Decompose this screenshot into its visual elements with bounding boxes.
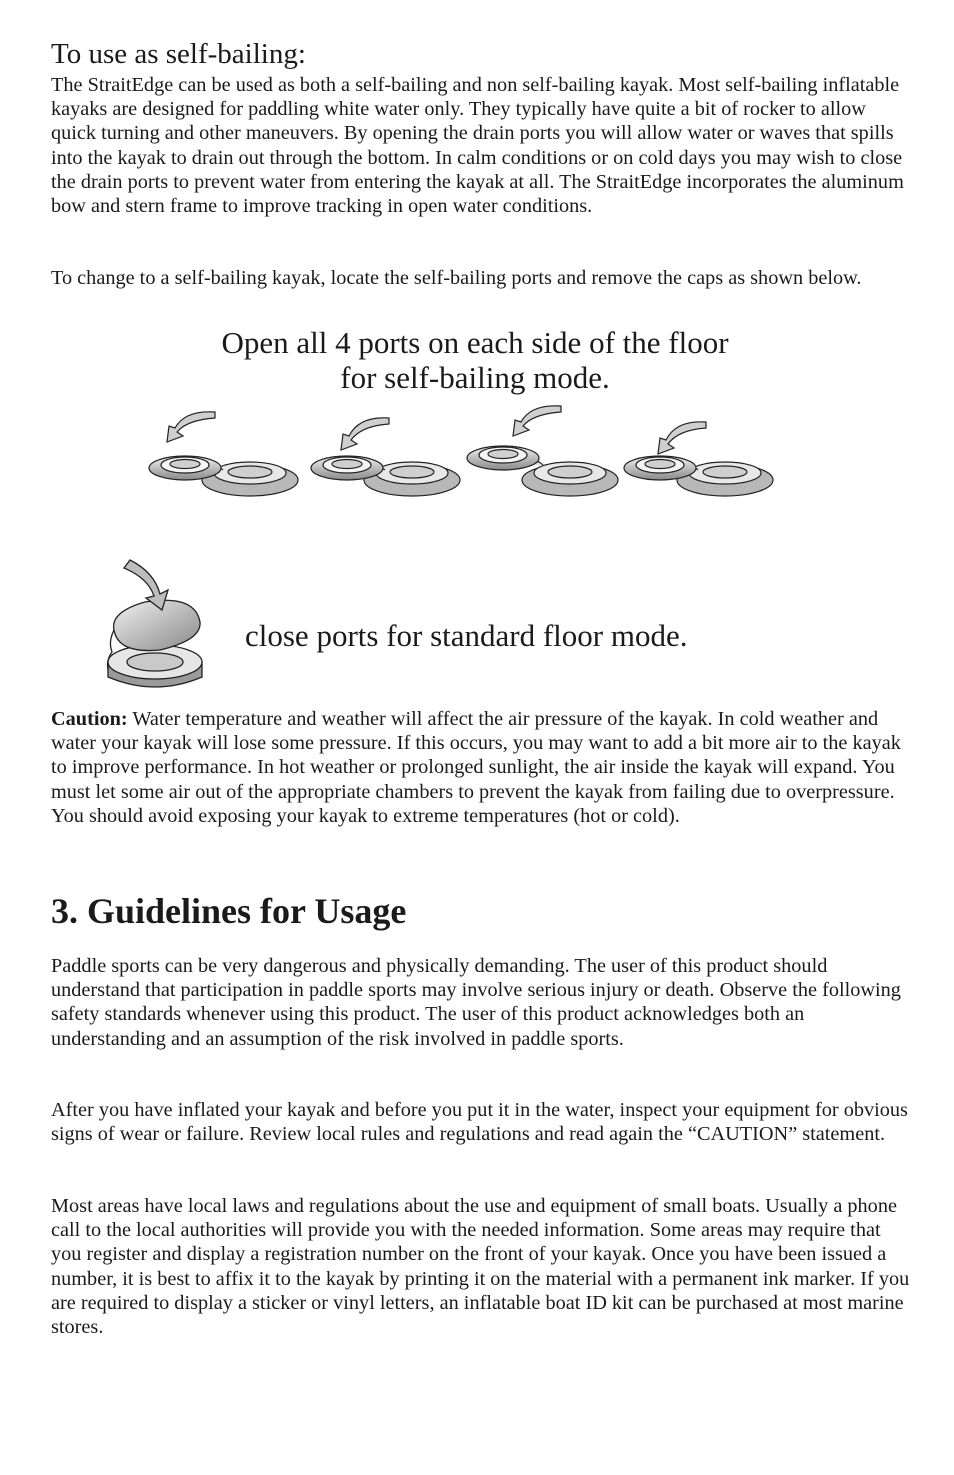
guidelines-heading: 3. Guidelines for Usage [51,891,407,931]
caution-paragraph [51,707,911,828]
drain-port-open-icon [140,400,780,510]
close-ports-caption: close ports for standard floor mode. [245,618,688,653]
guidelines-paragraph-3: Most areas have local laws and regulations about the use and equipment of small boats. Usually a phone call to the local authorities will provide you with the needed information. Some areas may require that you register and display a registration number on the front of your kayak. Once you have been issued a number, it is best to affix it to the kayak by printing it on the material with a permanent ink marker. If you are required to display a sticker or vinyl letters, an inflatable boat ID kit can be purchased at most marine stores. [51,1195,910,1339]
section-heading-self-bailing: To use as self-bailing: [51,38,306,70]
open-ports-caption-line1: Open all 4 ports on each side of the floor [221,325,729,360]
caution-text: Water temperature and weather will affect the air pressure of the kayak. In cold weather and water your kayak will lose some pressure. If this occurs, you may want to add a bit more air to the kayak to improve performance. In hot weather or prolonged sunlight, the air inside the kayak will expand. You must let some air out of the appropriate chambers to prevent the kayak from failing due to overpressure. You should avoid exposing your kayak to extreme temperatures (hot or cold). [51,708,901,827]
drain-port-close-icon [100,552,220,692]
guidelines-paragraph-2: After you have inflated your kayak and before you put it in the water, inspect your equipment for obvious signs of wear or failure. Review local rules and regulations and read again the “CAUTION” statement. [51,1099,908,1146]
guidelines-paragraph-1: Paddle sports can be very dangerous and physically demanding. The user of this product should understand that participation in paddle sports may involve serious injury or death. Observe the following safety standards whenever using this product. The user of this product acknowledges both an understanding and an assumption of the risk involved in paddle sports. [51,955,901,1050]
change-mode-paragraph: To change to a self-bailing kayak, locate the self-bailing ports and remove the caps as shown below. [51,267,862,289]
open-ports-caption-line2: for self-bailing mode. [340,360,610,395]
self-bailing-paragraph: The StraitEdge can be used as both a self-bailing and non self-bailing kayak. Most self-bailing inflatable kayaks are designed for paddling white water only. They typically have quite a bit of rocker to allow quick turning and other maneuvers. By opening the drain ports you will allow water or waves that spills into the kayak to drain out through the bottom. In calm conditions or on cold days you may wish to close the drain ports to prevent water from entering the kayak at all. The StraitEdge incorporates the aluminum bow and stern frame to improve tracking in open water conditions. [51,74,904,218]
caution-label: Caution: [51,708,128,730]
